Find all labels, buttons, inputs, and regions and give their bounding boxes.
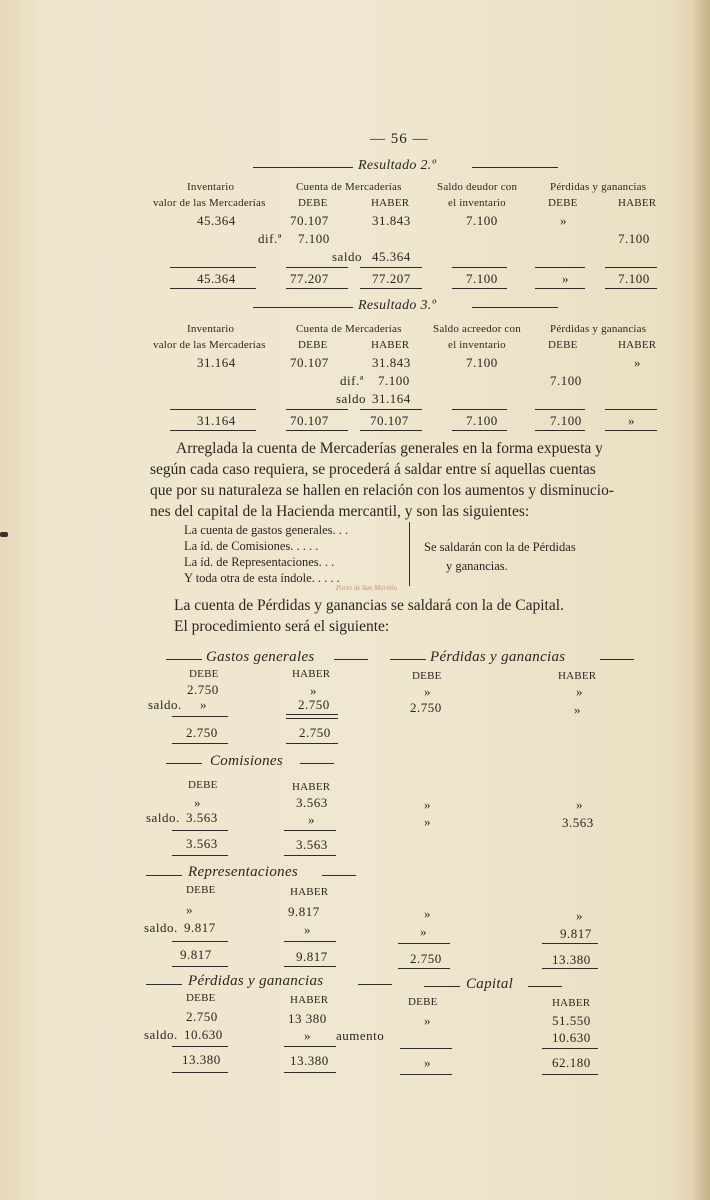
cell: 7.100 [618,231,650,246]
cell: » [424,1013,431,1028]
rule [172,966,228,967]
rule [535,267,585,268]
rule [535,430,585,431]
paragraph-line: Arreglada la cuenta de Mercaderías generales en la forma expuesta y [176,440,603,457]
rule [172,941,228,942]
rule [284,1046,336,1047]
rule [172,1072,228,1073]
saldo-label: saldo [332,249,362,264]
cell: 70.107 [290,355,329,370]
title-rule [390,659,426,660]
pg-final-title: Pérdidas y ganancias [188,973,324,989]
rule [286,288,348,289]
rule [400,1074,452,1075]
list-item: Y toda otra de esta índole. . . . . [184,571,340,585]
header-saldo-2: el inventario [448,339,506,351]
saldo-label: saldo. [144,1027,178,1042]
header-debe: DEBE [298,339,328,351]
header-cuenta: Cuenta de Mercaderías [296,323,402,335]
brace-note: y ganancias. [446,559,508,573]
col-haber: HABER [292,781,331,793]
cell: 13 380 [288,1011,327,1026]
cell: 45.364 [197,213,236,228]
cell: 31.843 [372,355,411,370]
binding-hole [0,532,8,537]
saldo-label: saldo. [146,810,180,825]
title-rule [322,875,356,876]
cell: » [194,795,201,810]
header-haber: HABER [371,197,410,209]
rule [452,409,507,410]
cell: » [560,213,567,228]
resultado2-title: Resultado 2.º [358,158,437,173]
header-inventario: Inventario [187,181,235,193]
paragraph-line: nes del capital de la Hacienda mercantil, y son las siguientes: [150,503,530,520]
rule [284,1072,336,1073]
cell: » [576,908,583,923]
col-debe: DEBE [188,779,218,791]
list-item: La íd. de Comisiones. . . . . [184,539,319,553]
col-haber: HABER [290,994,329,1006]
title-rule [334,659,368,660]
rule [286,267,348,268]
rule [170,430,256,431]
rule [286,430,348,431]
cell: 7.100 [378,373,410,388]
header-saldo: Saldo deudor con [437,181,518,193]
col-debe: DEBE [186,992,216,1004]
page-edge-shadow [692,0,710,1200]
cell: 7.100 [466,355,498,370]
cell: 3.563 [186,810,218,825]
rule [605,288,657,289]
cell: 2.750 [410,700,442,715]
header-cuenta: Cuenta de Mercaderías [296,181,402,193]
cell: 51.550 [552,1013,591,1028]
cell: 77.207 [290,271,329,286]
cell: » [308,812,315,827]
rule [542,1048,598,1049]
cell: 45.364 [372,249,411,264]
cell: 7.100 [466,271,498,286]
title-rule [300,763,334,764]
rule [542,943,598,944]
cell: 77.207 [372,271,411,286]
cell: » [310,683,317,698]
title-rule-left [253,307,353,308]
saldo-label: saldo. [148,697,182,712]
cell: 10.630 [184,1027,223,1042]
header-haber: HABER [371,339,410,351]
page-number: — 56 — [370,131,429,147]
cell: 70.107 [290,213,329,228]
rule [400,1048,452,1049]
cell: 31.164 [197,413,236,428]
header-pg-haber: HABER [618,339,657,351]
rule [398,943,450,944]
cell: 3.563 [296,837,328,852]
rule [535,409,585,410]
cell: 9.817 [180,947,212,962]
saldo-label: saldo [336,391,366,406]
cell: » [200,697,207,712]
rule [172,716,228,717]
rule [284,966,336,967]
gastos-title: Gastos generales [206,649,315,665]
title-rule-right [472,307,558,308]
title-rule [358,984,392,985]
rule [172,855,228,856]
rule [172,1046,228,1047]
cell: 7.100 [550,413,582,428]
title-rule [146,984,182,985]
rule [284,941,336,942]
rule [170,409,256,410]
cell: 45.364 [197,271,236,286]
col-debe: DEBE [408,996,438,1008]
title-rule [166,763,202,764]
header-pg-debe: DEBE [548,339,578,351]
cell: » [420,924,427,939]
paragraph2-line: El procedimiento será el siguiente: [174,618,390,635]
header-pg: Pérdidas y ganancias [550,323,647,335]
cell: 3.563 [296,795,328,810]
header-pg: Pérdidas y ganancias [550,181,647,193]
list-item: La íd. de Representaciones. . . [184,555,335,569]
cell: 9.817 [288,904,320,919]
title-rule-right [472,167,558,168]
rule [360,267,422,268]
col-debe: DEBE [186,884,216,896]
cell: 9.817 [184,920,216,935]
col-debe: DEBE [189,668,219,680]
cell: » [424,1055,431,1070]
dif-label: dif.ª [340,373,364,388]
header-valor: valor de las Mercaderías [153,197,266,209]
cell: 13.380 [182,1052,221,1067]
header-saldo: Saldo acreedor con [433,323,521,335]
cell: » [628,413,635,428]
cell: 62.180 [552,1055,591,1070]
rule [542,1074,598,1075]
cell: 3.563 [186,836,218,851]
cell: 13.380 [290,1053,329,1068]
rule [284,830,336,831]
rule [284,855,336,856]
rule [286,743,338,744]
cell: » [186,902,193,917]
col-haber: HABER [290,886,329,898]
col-haber: HABER [558,670,597,682]
representaciones-title: Representaciones [188,864,299,880]
header-pg-debe: DEBE [548,197,578,209]
cell: » [576,797,583,812]
cell: » [424,797,431,812]
title-rule [600,659,634,660]
cell: 7.100 [466,213,498,228]
cell: 2.750 [186,1009,218,1024]
brace-note: Se saldarán con la de Pérdidas [424,540,576,554]
cell: 2.750 [410,951,442,966]
rule [605,267,657,268]
rule [286,409,348,410]
col-haber: HABER [552,997,591,1009]
title-rule [146,875,182,876]
rule [452,430,507,431]
rule [605,409,657,410]
title-rule [166,659,202,660]
title-rule [424,986,460,987]
double-rule [286,714,338,719]
col-debe: DEBE [412,670,442,682]
cell: 10.630 [552,1030,591,1045]
rule [360,409,422,410]
rule [542,968,598,969]
rule [605,430,657,431]
cell: 2.750 [298,697,330,712]
cell: » [424,684,431,699]
rule [535,288,585,289]
list-item: La cuenta de gastos generales. . . [184,523,349,537]
cell: 31.164 [372,391,411,406]
header-inventario: Inventario [187,323,235,335]
rule [452,288,507,289]
dif-label: dif.ª [258,231,282,246]
cell: 70.107 [290,413,329,428]
cell: 7.100 [550,373,582,388]
pg1-title: Pérdidas y ganancias [430,649,566,665]
comisiones-title: Comisiones [210,753,284,769]
rule [398,968,450,969]
resultado3-title: Resultado 3.º [358,298,437,313]
rule [360,430,422,431]
rule [170,267,256,268]
cell: » [304,922,311,937]
cell: 7.100 [618,271,650,286]
title-rule-left [253,167,353,168]
col-haber: HABER [292,668,331,680]
rule [172,743,228,744]
header-valor: valor de las Mercaderías [153,339,266,351]
cell: » [562,271,569,286]
cell: 2.750 [299,725,331,740]
paragraph-line: según cada caso requiera, se procederá á saldar entre sí aquellas cuentas [150,461,596,478]
paragraph2-line: La cuenta de Pérdidas y ganancias se saldará con la de Capital. [174,597,564,614]
cell: 2.750 [187,682,219,697]
cell: 3.563 [562,815,594,830]
header-pg-haber: HABER [618,197,657,209]
cell: 7.100 [298,231,330,246]
saldo-label: saldo. [144,920,178,935]
capital-title: Capital [466,976,514,992]
cell: » [574,702,581,717]
brace [404,522,410,586]
title-rule [528,986,562,987]
cell: 9.817 [296,949,328,964]
cell: 13.380 [552,952,591,967]
library-stamp: Porto de San Martiño [336,584,398,592]
header-saldo-2: el inventario [448,197,506,209]
rule [452,267,507,268]
cell: » [424,906,431,921]
cell: » [304,1028,311,1043]
cell: 7.100 [466,413,498,428]
aumento-label: aumento [336,1028,385,1043]
rule [170,288,256,289]
cell: 31.843 [372,213,411,228]
cell: 9.817 [560,926,592,941]
header-debe: DEBE [298,197,328,209]
cell: » [576,684,583,699]
paragraph-line: que por su naturaleza se hallen en relación con los aumentos y disminucio- [150,482,614,499]
cell: » [424,814,431,829]
rule [360,288,422,289]
cell: 2.750 [186,725,218,740]
cell: 31.164 [197,355,236,370]
cell: 70.107 [370,413,409,428]
cell: » [634,355,641,370]
rule [172,830,228,831]
